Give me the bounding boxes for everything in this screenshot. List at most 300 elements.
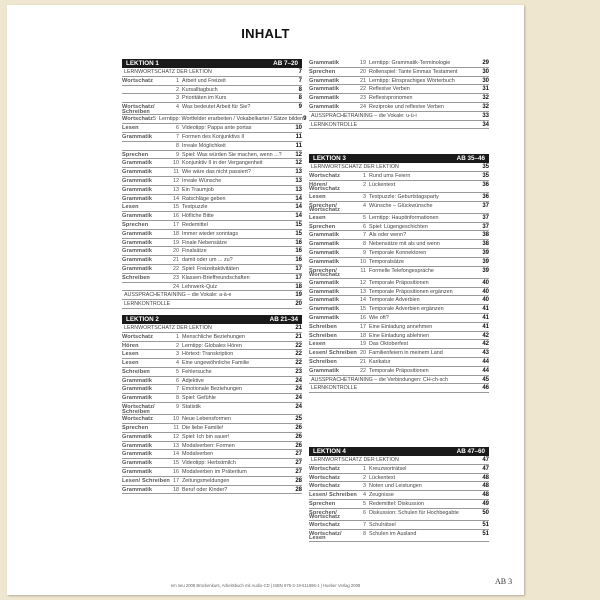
entry-number: 24 [360,103,366,110]
entry-category: Grammatik [309,95,340,102]
entry-number: 15 [360,306,366,313]
entry-category: Grammatik [309,60,340,66]
entry-page: 47 [482,465,489,472]
entry-title: Lehrwerk-Quiz [182,283,218,290]
entry-title: AUSSPRACHETRAINING – die Vokale: a-ä-e [124,292,232,299]
entry-title: Menschliche Beziehungen [182,333,245,340]
entry-title: Nebensätze mit als und wenn [369,241,440,248]
entry-title: Modalverben im Präteritum [182,469,247,476]
toc-entry [122,359,302,368]
entry-page: 14 [295,195,302,202]
entry-number: 12 [360,279,366,286]
entry-number: 16 [173,469,179,476]
toc-entry [309,94,489,103]
toc-entry [309,193,489,202]
lesson-header [309,154,489,163]
entry-category: Grammatik [122,265,153,272]
entry-page: 40 [482,288,489,295]
entry-page: 26 [295,442,302,449]
toc-entry [309,376,489,385]
entry-category: Sprechen/ Wortschatz [309,202,341,214]
entry-category: Lesen [309,193,326,200]
toc-entry [309,202,489,214]
entry-title: LERNWORTSCHATZ DER LEKTION [311,164,399,170]
entry-title: Temporale Präpositionen [369,279,429,286]
entry-number: 19 [360,341,366,348]
document-page [7,5,524,595]
entry-page: 19 [295,292,302,299]
entry-number: 8 [363,241,366,248]
toc-entry [309,279,489,288]
entry-page: 13 [295,177,302,184]
entry-page: 25 [295,416,302,423]
toc-entry [122,212,302,221]
toc-entry [122,230,302,239]
toc-entry [122,342,302,351]
entry-title: Klassen-Brieffreundschaften [182,274,250,281]
entry-number: 12 [173,433,179,440]
entry-title: Finalsätze [182,248,207,255]
entry-page: 40 [482,279,489,286]
entry-number: 5 [176,368,179,375]
toc-entry [122,247,302,256]
entry-category: Schreiben [309,332,337,339]
entry-number: 4 [176,360,179,367]
entry-category: Grammatik [309,314,340,321]
toc-entry [309,172,489,181]
entry-category: Lesen [309,214,326,221]
entry-number: 7 [363,521,366,528]
entry-page: 32 [482,103,489,110]
entry-category: Sprechen [309,68,336,75]
toc-entry [122,177,302,186]
entry-category: Wortschatz [309,474,341,481]
entry-category: Lesen [122,360,139,367]
entry-page: 48 [482,483,489,490]
entry-title: Reflexive Verben [369,86,410,93]
entry-title: Wie wäre das nicht passiert? [182,169,251,176]
entry-page: 7 [298,77,302,84]
toc-entry [122,486,302,495]
entry-page: 36 [482,181,489,188]
entry-title: Irreale Wünsche [182,177,222,184]
entry-title: Modalverben: Formen [182,442,235,449]
toc-entry [309,384,489,393]
entry-category: Wortschatz/ Lesen [309,530,342,542]
entry-number: 20 [360,68,366,75]
entry-title: Rollenspiel: Tante Emmas Testament [369,68,458,75]
entry-number: 5 [363,500,366,507]
entry-page: 28 [295,477,302,484]
entry-page: 24 [295,395,302,402]
entry-number: 22 [173,265,179,272]
entry-title: Zeitungsmeldungen [182,477,230,484]
entry-title: Schulrätsel [369,521,396,528]
entry-page: 48 [482,474,489,481]
entry-number: 2 [176,86,179,93]
entry-number: 17 [173,477,179,484]
entry-page: 24 [295,386,302,393]
entry-number: 11 [360,267,366,274]
toc-entry [122,424,302,433]
entry-page: 21 [295,324,302,331]
entry-number: 7 [363,232,366,239]
lesson-title: LEKTION 2 [126,315,159,323]
entry-number: 15 [173,204,179,211]
entry-page: 13 [295,186,302,193]
toc-entry [309,121,489,130]
entry-category: Grammatik [122,186,153,193]
entry-category: Lesen/ Schreiben [122,477,170,484]
entry-number: 11 [173,425,179,432]
toc-entry [122,133,302,142]
toc-entry [122,265,302,274]
entry-title: Höfliche Bitte [182,213,214,220]
entry-category: Grammatik [122,395,153,402]
entry-category: Wortschatz/ Schreiben [122,104,155,115]
entry-number: 13 [360,288,366,295]
page-marker: AB 3 [495,577,513,586]
entry-page: 39 [482,258,489,265]
entry-page: 39 [482,249,489,256]
entry-title: LERNKONTROLLE [311,385,358,392]
toc-entry [122,368,302,377]
entry-title: Lerntipp: Hauptinformationen [369,214,439,221]
entry-title: Spiel: Gefühle [182,395,216,402]
entry-title: Karikatur [369,358,391,365]
toc-entry [122,68,302,77]
entry-category: Wortschatz [122,116,154,123]
toc-entry [122,433,302,442]
entry-title: Redemittel: Diskussion [369,500,424,507]
entry-page: 29 [482,60,489,66]
toc-entry [122,239,302,248]
entry-page: 32 [482,95,489,102]
entry-category: Grammatik [309,241,340,248]
entry-title: Neue Lebensformen [182,416,231,423]
entry-title: AUSSPRACHETRAINING – die Verbindungen: CH-ch-sch [311,376,448,383]
entry-category: Grammatik [122,469,153,476]
entry-title: Lückentext [369,181,396,188]
entry-page: 13 [295,169,302,176]
entry-number: 7 [176,133,179,140]
column-right-bottom [309,447,489,548]
lesson-page-range: AB 21–34 [269,315,298,323]
entry-number: 14 [173,195,179,202]
lesson-section [309,59,489,129]
entry-number: 14 [173,451,179,458]
entry-number: 3 [363,483,366,490]
column-right-middle [309,154,489,399]
entry-title: Das Oktoberfest [369,341,408,348]
entry-page: 17 [295,265,302,272]
toc-entry [122,477,302,486]
entry-page: 33 [482,112,489,119]
entry-page: 38 [482,232,489,239]
entry-title: Beruf oder Kinder? [182,486,228,493]
entry-title: Zeugnisse [369,492,394,499]
toc-entry [309,465,489,474]
entry-category: Wortschatz [309,172,341,179]
entry-title: Spiel: Freizeitaktivitäten [182,265,239,272]
entry-title: Irreale Möglichkeit [182,142,226,149]
entry-number: 9 [363,249,366,256]
entry-title: LERNWORTSCHATZ DER LEKTION [311,457,399,463]
entry-number: 22 [360,86,366,93]
toc-entry [309,491,489,500]
column-left [122,59,307,500]
entry-title: Als oder wenn? [369,232,407,239]
toc-entry [122,168,302,177]
entry-category: Grammatik [122,169,153,176]
toc-entry [122,459,302,468]
entry-number: 17 [173,221,179,228]
toc-entry [122,186,302,195]
entry-category: Grammatik [309,77,340,84]
entry-number: 8 [176,142,179,149]
entry-number: 7 [176,386,179,393]
entry-number: 6 [363,509,366,516]
entry-category: Grammatik [122,451,153,458]
entry-category: Lesen [122,351,139,358]
entry-category: Sprechen [122,425,149,432]
entry-page: 39 [482,267,489,274]
toc-entry [309,258,489,267]
entry-title: Lerntipp: Einsprachiges Wörterbuch [369,77,455,84]
entry-category: Grammatik [122,230,153,237]
entry-category: Grammatik [122,257,153,264]
toc-entry [309,240,489,249]
toc-entry [122,274,302,283]
entry-page: 22 [295,342,302,349]
entry-number: 1 [363,172,366,179]
entry-title: Immer wieder sonntags [182,230,239,237]
entry-page: 45 [482,376,489,383]
entry-page: 37 [482,223,489,230]
entry-title: Schulen im Ausland [369,530,417,537]
entry-category: Lesen [122,125,139,132]
entry-title: Die liebe Familie! [182,425,224,432]
toc-entry [309,340,489,349]
entry-title: Temporale Präpositionen ergänzen [369,288,453,295]
entry-title: Eine ungewöhnliche Familie [182,360,250,367]
entry-title: Textpuzzle: Geburtstagsparty [369,193,439,200]
toc-entry [122,151,302,160]
entry-category: Sprechen [122,221,149,228]
toc-entry [309,500,489,509]
entry-page: 22 [295,360,302,367]
entry-number: 18 [360,332,366,339]
toc-entry [122,450,302,459]
entry-category: Sprechen/ Wortschatz [309,267,341,279]
entry-category: Sprechen [309,223,336,230]
toc-entry [122,103,302,115]
entry-number: 20 [173,248,179,255]
entry-title: Noten und Leistungen [369,483,422,490]
entry-title: Finale Nebensätze [182,239,227,246]
entry-number: 16 [360,314,366,321]
toc-entry [309,456,489,465]
entry-title: Lerntipp: Globales Hören [182,342,242,349]
toc-entry [309,332,489,341]
toc-entry [309,288,489,297]
toc-entry [309,349,489,358]
entry-title: Lückentext [369,474,396,481]
toc-entry [309,223,489,232]
toc-entry [122,195,302,204]
entry-title: LERNWORTSCHATZ DER LEKTION [124,69,212,75]
entry-title: Spiel: Ich bin sauer! [182,433,230,440]
toc-entry [309,68,489,77]
toc-entry [309,314,489,323]
toc-entry [309,77,489,86]
entry-page: 27 [295,469,302,476]
entry-number: 5 [363,214,366,221]
entry-number: 15 [173,460,179,467]
entry-page: 28 [295,486,302,493]
entry-page: 17 [295,274,302,281]
entry-number: 23 [173,274,179,281]
entry-title: Videotipp: Pappa ante portas [182,125,252,132]
entry-category: Grammatik [309,306,340,313]
entry-page: 34 [482,121,489,128]
entry-number: 20 [360,350,366,357]
toc-entry [309,59,489,68]
entry-number: 4 [363,202,366,209]
toc-entry [122,394,302,403]
entry-page: 37 [482,202,489,209]
entry-category: Grammatik [309,297,340,304]
entry-page: 26 [295,425,302,432]
lesson-section [122,315,302,495]
entry-number: 19 [173,239,179,246]
entry-page: 20 [295,301,302,308]
entry-category: Grammatik [122,377,153,384]
entry-title: Ratschläge geben [182,195,226,202]
entry-page: 30 [482,77,489,84]
toc-entry [309,231,489,240]
lesson-page-range: AB 35–46 [456,155,485,162]
entry-number: 16 [173,213,179,220]
entry-title: AUSSPRACHETRAINING – die Vokale: u-ü-i [311,112,417,119]
entry-category: Grammatik [122,433,153,440]
entry-category: Grammatik [309,232,340,239]
entry-number: 2 [176,342,179,349]
entry-page: 27 [295,451,302,458]
entry-page: 16 [295,257,302,264]
lesson-title: LEKTION 1 [126,60,159,67]
toc-entry [122,385,302,394]
entry-number: 18 [173,230,179,237]
toc-entry [309,521,489,530]
entry-page: 15 [295,221,302,228]
entry-number: 23 [360,95,366,102]
entry-category: Lesen/ Schreiben [309,350,357,357]
entry-page: 44 [482,358,489,365]
toc-entry [122,333,302,342]
entry-category: Grammatik [309,288,340,295]
entry-category: Grammatik [122,442,153,449]
toc-entry [309,214,489,223]
entry-page: 40 [482,297,489,304]
entry-category: Lesen [309,341,326,348]
entry-page: 9 [303,116,307,123]
entry-category: Sprechen [309,500,336,507]
entry-number: 6 [176,125,179,132]
entry-title: LERNKONTROLLE [311,121,358,128]
lesson-section [309,154,489,393]
entry-title: damit oder um ... zu? [182,257,233,264]
entry-number: 4 [176,104,179,111]
toc-entry [309,163,489,172]
entry-page: 30 [482,68,489,75]
entry-page: 21 [295,333,302,340]
entry-number: 3 [176,351,179,358]
toc-entry [122,300,302,309]
entry-page: 16 [295,239,302,246]
entry-page: 8 [298,86,302,93]
entry-number: 5 [153,116,157,123]
entry-title: Spiel: Was würden Sie machen, wenn ...? [182,151,282,158]
entry-number: 21 [360,358,366,365]
entry-number: 19 [360,60,366,66]
entry-category: Grammatik [122,386,153,393]
entry-title: Temporale Konnektoren [369,249,427,256]
entry-page: 15 [295,230,302,237]
toc-entry [122,86,302,95]
toc-entry [122,415,302,424]
toc-entry [122,468,302,477]
toc-entry [122,442,302,451]
entry-page: 14 [295,204,302,211]
entry-category: Hören/ Wortschatz [309,181,341,193]
toc-entry [309,103,489,112]
toc-entry [309,85,489,94]
entry-category: Sprechen/ Wortschatz [309,509,341,521]
entry-page: 8 [298,95,302,102]
entry-category: Grammatik [122,248,153,255]
entry-number: 4 [363,492,366,499]
entry-number: 9 [176,404,179,411]
toc-entry [122,159,302,168]
entry-page: 27 [295,460,302,467]
entry-category: Grammatik [309,86,340,93]
entry-category: Grammatik [122,177,153,184]
entry-number: 1 [176,77,179,84]
entry-page: 41 [482,314,489,321]
entry-title: Temporale Adverbien ergänzen [369,306,444,313]
toc-entry [122,377,302,386]
entry-number: 14 [360,297,366,304]
entry-title: Spiel: Lügengeschichten [369,223,428,230]
entry-page: 36 [482,193,489,200]
entry-number: 17 [360,323,366,330]
entry-category: Wortschatz [309,465,341,472]
toc-entry [122,115,307,124]
entry-title: Diskussion: Schulen für Hochbegabte [369,509,459,516]
entry-page: 48 [482,492,489,499]
entry-number: 2 [363,474,366,481]
entry-page: 35 [482,172,489,179]
entry-page: 42 [482,341,489,348]
entry-title: Ein Traumjob [182,186,214,193]
entry-page: 11 [295,142,302,149]
lesson-title: LEKTION 4 [313,448,346,455]
entry-page: 12 [295,160,302,167]
entry-category: Wortschatz/ Schreiben [122,404,155,415]
entry-number: 12 [173,177,179,184]
entry-category: Grammatik [309,249,340,256]
